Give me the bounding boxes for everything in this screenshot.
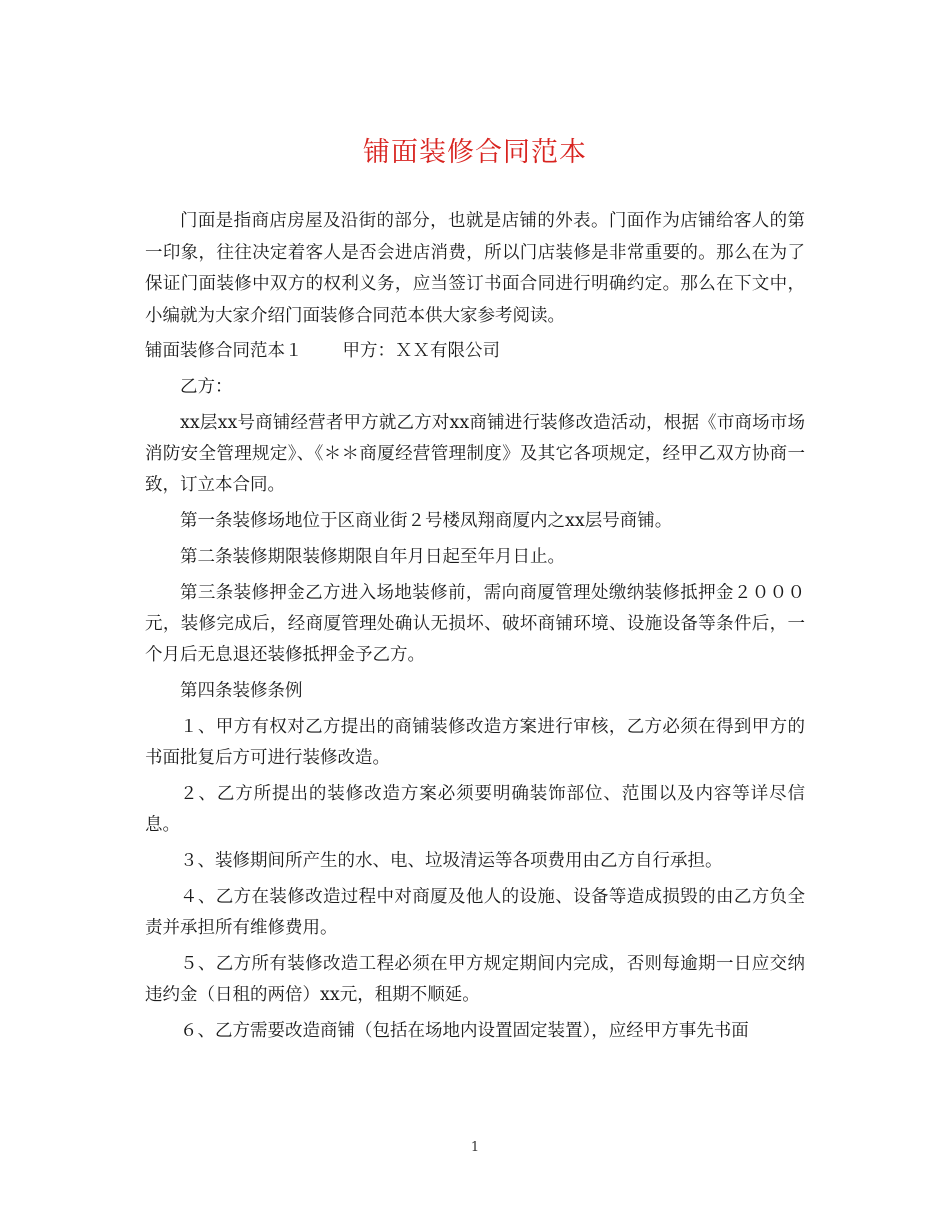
document-body [145, 206, 805, 1052]
article-4-item-6: ６、乙方需要改造商铺（包括在场地内设置固定装置），应经甲方事先书面 [180, 1021, 749, 1041]
contract-heading: 铺面装修合同范本１ [145, 341, 303, 361]
article-3: 第三条装修押金乙方进入场地装修前，需向商厦管理处缴纳装修抵押金２０００元，装修完成后，经商厦管理处确认无损坏、破坏商铺环境、设施设备等条件后，一个月后无息退还装修抵押金予乙方。 [145, 583, 805, 665]
article-4-item-5: ５、乙方所有装修改造工程必须在甲方规定期间内完成，否则每逾期一日应交纳违约金（日租的两倍）xx元，租期不顺延。 [145, 954, 805, 1005]
party-a: 甲方：ＸＸ有限公司 [342, 341, 500, 361]
intro-paragraph: 门面是指商店房屋及沿街的部分，也就是店铺的外表。门面作为店铺给客人的第一印象，往往决定着客人是否会进店消费，所以门店装修是非常重要的。那么在为了保证门面装修中双方的权利义务，应当签订书面合同进行明确约定。那么在下文中，小编就为大家介绍门面装修合同范本供大家参考阅读。 [145, 211, 805, 326]
article-2: 第二条装修期限装修期限自年月日起至年月日止。 [180, 547, 565, 567]
article-4: 第四条装修条例 [180, 681, 303, 701]
article-4-item-3: ３、装修期间所产生的水、电、垃圾清运等各项费用由乙方自行承担。 [180, 851, 723, 871]
article-1: 第一条装修场地位于区商业街２号楼凤翔商厦内之xx层号商铺。 [180, 511, 673, 531]
article-4-item-4: ４、乙方在装修改造过程中对商厦及他人的设施、设备等造成损毁的由乙方负全责并承担所有维修费用。 [145, 887, 805, 938]
article-4-item-1: １、甲方有权对乙方提出的商铺装修改造方案进行审核，乙方必须在得到甲方的书面批复后方可进行装修改造。 [145, 717, 805, 768]
page-number: 1 [470, 1140, 480, 1155]
article-4-item-2: ２、乙方所提出的装修改造方案必须要明确装饰部位、范围以及内容等详尽信息。 [145, 784, 805, 835]
preamble-paragraph: xx层xx号商铺经营者甲方就乙方对xx商铺进行装修改造活动，根据《市商场市场消防安全管理规定》、《＊＊商厦经营管理制度》及其它各项规定，经甲乙双方协商一致，订立本合同。 [145, 413, 805, 495]
party-b: 乙方： [180, 377, 233, 397]
document-title: 铺面装修合同范本 [363, 137, 587, 168]
contract-heading-line [145, 336, 805, 367]
